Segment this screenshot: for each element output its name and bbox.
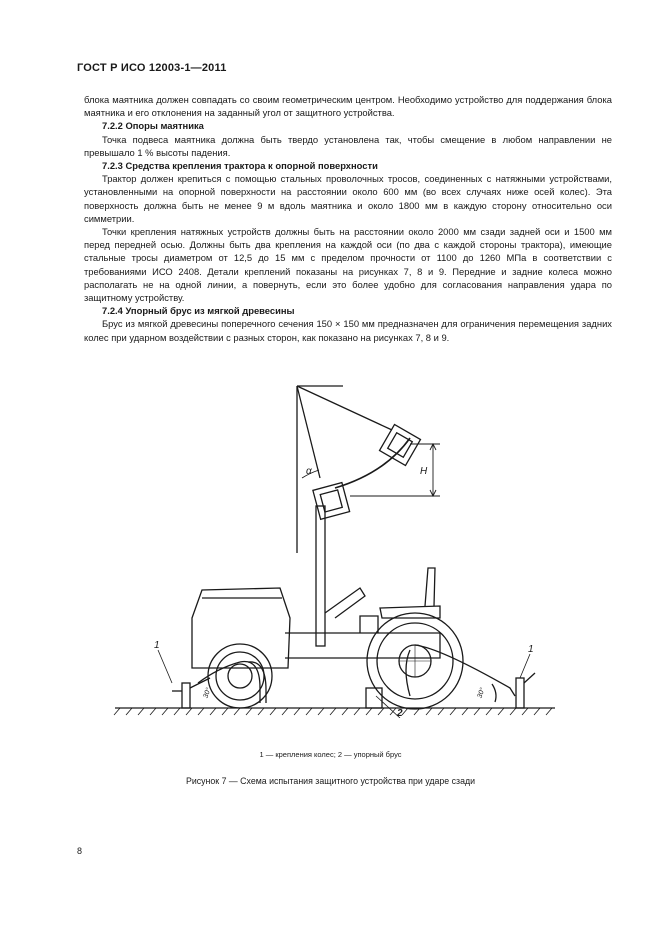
paragraph: Точка подвеса маятника должна быть твердо установлена так, чтобы смещение в любом направлении не превышало 1 % высоты падения. <box>84 133 612 158</box>
wheel-anchors-rear <box>406 645 535 708</box>
tractor <box>192 568 463 709</box>
label-2: 2 <box>397 708 403 718</box>
section-heading-7-2-3: 7.2.3 Средства крепления трактора к опорной поверхности <box>102 160 378 172</box>
figure-caption: Рисунок 7 — Схема испытания защитного устройства при ударе сзади <box>185 776 476 786</box>
body-text <box>84 93 612 344</box>
section-heading-7-2-4: 7.2.4 Упорный брус из мягкой древесины <box>102 305 295 317</box>
figure-7-diagram <box>110 378 560 718</box>
page-number: 8 <box>77 846 83 856</box>
paragraph: блока маятника должен совпадать со своим геометрическим центром. Необходимо устройство для поддержания блока маятника и его отклонения на заданный угол от защитного устройства. <box>84 94 612 119</box>
paragraph: Брус из мягкой древесины поперечного сечения 150 × 150 мм предназначен для ограничения перемещения задних колес при ударном воздействии с разных сторон, как показано на рисунках 7, 8 и 9. <box>84 318 612 343</box>
angle-right: 30° <box>476 686 487 700</box>
pendulum <box>297 386 440 553</box>
label-1-left: 1 <box>154 640 160 651</box>
paragraph: Трактор должен крепиться с помощью стальных проволочных тросов, соединенных с натяжными устройствами, установленными на опорной поверхности на расстоянии около 600 мм (во всех случаях ниже осей колес). Эта поверхность должна быть не менее 9 м вдоль маятника и около 1800 мм в каждую сторону относительно оси симметрии. <box>84 173 612 224</box>
section-heading-7-2-2: 7.2.2 Опоры маятника <box>102 120 204 132</box>
figure-legend: 1 — крепления колес; 2 — упорный брус <box>259 750 402 759</box>
angle-left: 30° <box>202 686 213 700</box>
rops-post <box>316 506 325 646</box>
document-header: ГОСТ Р ИСО 12003-1—2011 <box>77 62 227 74</box>
label-1-right: 1 <box>528 644 534 655</box>
paragraph: Точки крепления натяжных устройств должны быть на расстоянии около 2000 мм сзади задней оси и 1500 мм перед передней осью. Должны быть два крепления на каждой оси (по два с каждой стороны трактора), имеющие стальные тросы диаметром от 12,5 до 15 мм с пределом прочности от 1100 до 1260 МПа в соответствии с требованиями ИСО 2408. Детали креплений показаны на рисунках 7, 8 и 9. Передние и задние колеса можно располагать не на одной линии, а повернуть, если это более удобно для согласования направления удара по защитному устройству. <box>84 226 612 304</box>
label-alpha: α <box>306 466 312 477</box>
wooden-beam <box>366 688 382 708</box>
front-wheel <box>208 644 272 708</box>
label-H: H <box>420 466 428 477</box>
